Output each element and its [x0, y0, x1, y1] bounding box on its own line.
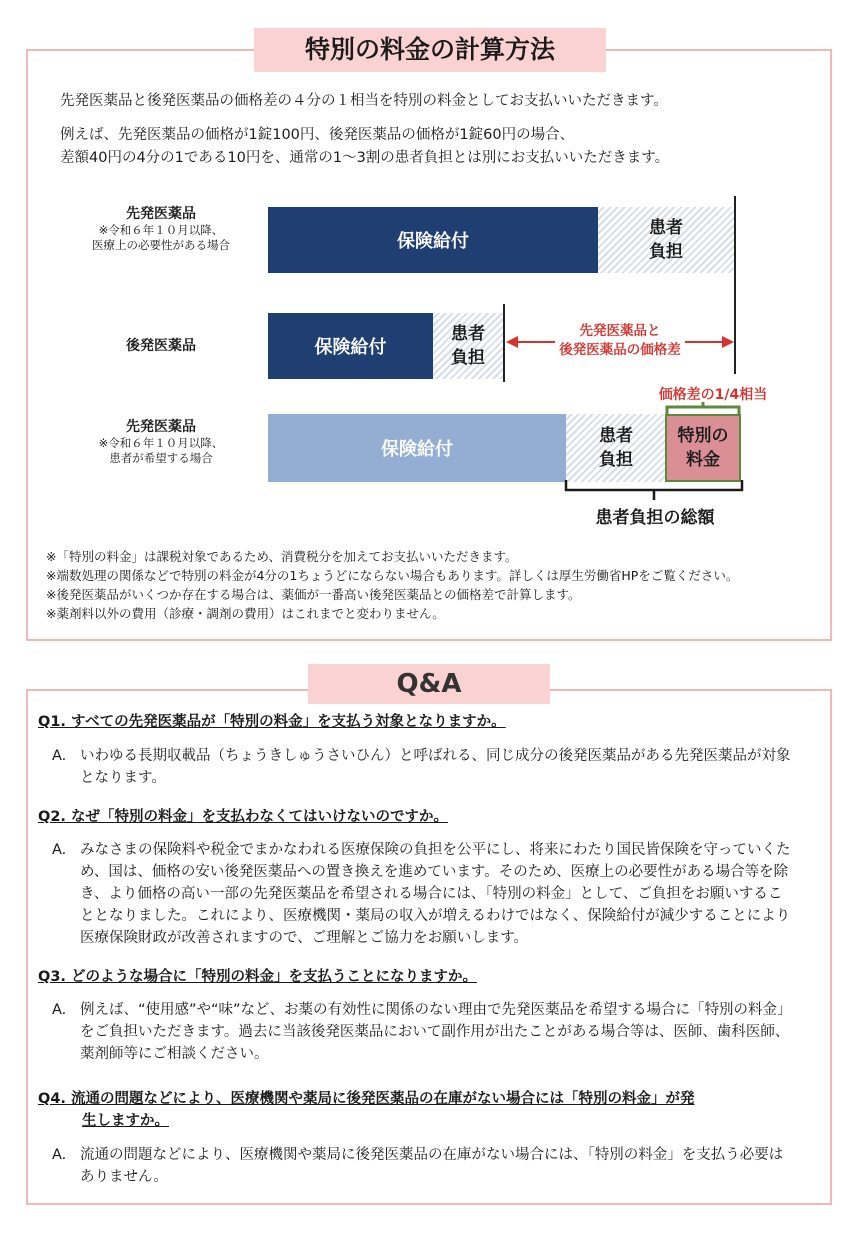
row2-patient-bar: [433, 313, 503, 379]
calc-title: 特別の料金の計算方法: [254, 28, 606, 72]
row1-main: 先発医薬品: [126, 206, 196, 222]
q2-answer: [52, 839, 812, 951]
q4-answer: [52, 1144, 812, 1188]
intro-line-3: 差額40円の4分の1である10円を、通常の1～3割の患者負担とは別にお支払いいただきます。: [60, 150, 670, 166]
q3-question: Q3. どのような場合に「特別の料金」を支払うことになりますか。: [38, 969, 477, 985]
q4-answer-label: A.: [52, 1147, 67, 1163]
row3-insurance-bar: 保険給付: [268, 414, 566, 482]
row2-patient-1: 患者: [451, 324, 485, 344]
row1-patient-2: 負担: [649, 242, 683, 262]
row2-patient-2: 負担: [451, 348, 485, 368]
price-diff-label-1: 先発医薬品と: [576, 322, 665, 341]
quarter-label: 価格差の1/4相当: [658, 387, 768, 403]
intro-line-2: 例えば、先発医薬品の価格が1錠100円、後発医薬品の価格が1錠60円の場合、: [60, 127, 575, 143]
row3-main: 先発医薬品: [126, 419, 196, 435]
row3-label: [66, 418, 256, 466]
row2-label: [66, 337, 256, 355]
row3-special-2: 料金: [686, 450, 720, 470]
row3-sub1: ※令和６年１０月以降、: [98, 436, 224, 450]
q4-answer-text: 流通の問題などにより、医療機関や薬局に後発医薬品の在庫がない場合には、「特別の料金」を支払う必要はありません。: [80, 1147, 784, 1185]
q4-question-line-1: Q4. 流通の問題などにより、医療機関や薬局に後発医薬品の在庫がない場合には「特別の料金」が発: [38, 1091, 695, 1107]
q2-question: Q2. なぜ「特別の料金」を支払わなくてはいけないのですか。: [38, 809, 448, 825]
row1-insurance-bar: 保険給付: [268, 207, 598, 273]
row2-main: 後発医薬品: [126, 338, 196, 354]
row3-sub2: 患者が希望する場合: [109, 451, 213, 465]
q2-answer-text: みなさまの保険料や税金でまかなわれる医療保険の負担を公平にし、将来にわたり国民皆保険を守っていくため、国は、価格の安い後発医薬品への置き換えを進めています。そのため、医療上の必要性がある場合等を除き、より価格の高い一部の先発医薬品を希望される場合には、「特別の料金」として、ご負担をお願いすることとなりました。これにより、医療機関・薬局の収入が増えるわけではなく、保険給付が減少することにより医療保険財政が改善されますので、ご理解とご協力をお願いします。: [80, 842, 791, 946]
note-2: ※端数処理の関係などで特別の料金が4分の1ちょうどにならない場合もあります。詳しくは厚生労働省HPをご覧ください。: [46, 568, 739, 583]
row1-end-line: [734, 196, 736, 374]
row3-special-1: 特別の: [677, 426, 729, 446]
row1-sub2: 医療上の必要性がある場合: [92, 238, 230, 252]
row3-patient-bar: [566, 414, 666, 482]
q1-answer-label: A.: [52, 748, 67, 764]
note-3: ※後発医薬品がいくつか存在する場合は、薬価が一番高い後発医薬品との価格差で計算します。: [46, 587, 581, 602]
q1-answer-text: いわゆる長期収載品（ちょうきしゅうさいひん）と呼ばれる、同じ成分の後発医薬品がある先発医薬品が対象となります。: [80, 748, 791, 786]
row2-end-line: [503, 304, 505, 382]
row1-label: [66, 205, 256, 253]
row1-sub1: ※令和６年１０月以降、: [98, 223, 224, 237]
total-bracket: [564, 480, 744, 500]
note-1: ※「特別の料金」は課税対象であるため、消費税分を加えてお支払いいただきます。: [46, 549, 518, 564]
q3-answer-text: 例えば、“使用感”や“味”など、お薬の有効性に関係のない理由で先発医薬品を希望する場合に「特別の料金」をご負担いただきます。過去に当該後発医薬品において副作用が出たことがある場合等は、医師、歯科医師、薬剤師等にご相談ください。: [80, 1002, 792, 1062]
q1-question: Q1. すべての先発医薬品が「特別の料金」を支払う対象となりますか。: [38, 714, 506, 730]
q3-answer: [52, 999, 812, 1067]
row3-special-bar: [665, 414, 741, 482]
price-diff-label: [530, 322, 710, 360]
price-diff-label-2: 後発医薬品の価格差: [555, 341, 685, 360]
row3-patient-1: 患者: [599, 426, 633, 446]
row1-patient-1: 患者: [649, 218, 683, 238]
note-4: ※薬剤料以外の費用（診療・調剤の費用）はこれまでと変わりません。: [46, 606, 445, 621]
row3-patient-2: 負担: [599, 450, 633, 470]
q2-answer-label: A.: [52, 842, 67, 858]
q3-answer-label: A.: [52, 1002, 67, 1018]
row1-patient-bar: [598, 207, 734, 273]
row2-insurance-bar: 保険給付: [268, 313, 433, 379]
total-label: 患者負担の総額: [595, 508, 715, 528]
intro-line-1: 先発医薬品と後発医薬品の価格差の４分の１相当を特別の料金としてお支払いいただきます。: [60, 93, 668, 109]
q4-question-line-2: 生しますか。: [82, 1113, 169, 1129]
q1-answer: [52, 745, 812, 789]
qa-title: Q&A: [308, 664, 550, 704]
